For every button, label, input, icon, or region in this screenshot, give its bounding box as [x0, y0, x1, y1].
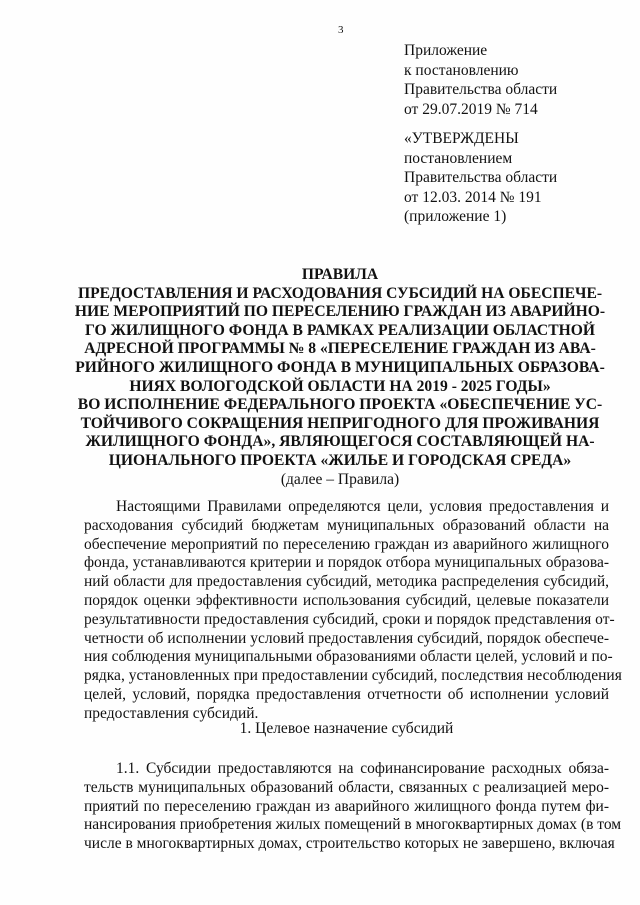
- approved-line: «УТВЕРЖДЕНЫ: [404, 130, 519, 147]
- page-number: 3: [338, 24, 344, 36]
- paragraph-line: фонда, устанавливаются критерии и порядок отбора муниципальных образова-: [84, 554, 609, 572]
- title-line: ЦИОНАЛЬНОГО ПРОЕКТА «ЖИЛЬЕ И ГОРОДСКАЯ СРЕДА»: [108, 451, 572, 469]
- approved-line: постановлением: [404, 149, 513, 167]
- title-line: РИЙНОГО ЖИЛИЩНОГО ФОНДА В МУНИЦИПАЛЬНЫХ ОБРАЗОВА-: [75, 358, 605, 376]
- title-line: ПРЕДОСТАВЛЕНИЯ И РАСХОДОВАНИЯ СУБСИДИЙ НА ОБЕСПЕЧЕ-: [77, 284, 603, 302]
- title-line: ГО ЖИЛИЩНОГО ФОНДА В РАМКАХ РЕАЛИЗАЦИИ ОБЛАСТНОЙ: [85, 321, 595, 339]
- paragraph-line: порядок оценки эффективности использования субсидий, целевые показатели: [84, 591, 609, 609]
- appendix-line: Правительства области: [404, 81, 558, 99]
- approved-block: [404, 129, 557, 227]
- paragraph-line: рядка, установленных при предоставлении субсидий, последствия несоблюдения: [84, 667, 622, 685]
- title-line: ВО ИСПОЛНЕНИЕ ФЕДЕРАЛЬНОГО ПРОЕКТА «ОБЕСПЕЧЕНИЕ УС-: [77, 396, 603, 414]
- paragraph-line: ний области для предоставления субсидий, методика распределения субсидий,: [84, 573, 609, 591]
- title-line: ЖИЛИЩНОГО ФОНДА», ЯВЛЯЮЩЕГОСЯ СОСТАВЛЯЮЩЕЙ НА-: [85, 433, 595, 451]
- title-subtitle: (далее – Правила): [280, 470, 400, 488]
- paragraph-line: числе в многоквартирных домах, строительство которых не завершено, включая: [84, 835, 615, 853]
- paragraph-line: ния соблюдения муниципальными образованиями области целей, условий и по-: [84, 648, 613, 666]
- paragraph-line: обеспечение мероприятий по переселению граждан из аварийного жилищного: [84, 535, 609, 553]
- paragraph-line: результативности предоставления субсидий, сроки и порядок представления от-: [84, 610, 615, 628]
- paragraph-line: Настоящими Правилами определяются цели, условия предоставления и: [116, 498, 609, 515]
- title-line: НИЕ МЕРОПРИЯТИЙ ПО ПЕРЕСЕЛЕНИЮ ГРАЖДАН ИЗ АВАРИЙНО-: [74, 303, 606, 321]
- section-heading: 1. Целевое назначение субсидий: [239, 720, 454, 737]
- paragraph-line: нансирования приобретения жилых помещений в многоквартирных домах (в том: [84, 816, 622, 834]
- paragraph-line: четности об исполнении условий предоставления субсидий, порядок обеспече-: [84, 629, 609, 647]
- paragraph-line: целей, условий, порядка предоставления отчетности об исполнении условий: [84, 685, 609, 703]
- title-line: НИЯХ ВОЛОГОДСКОЙ ОБЛАСТИ НА 2019 - 2025 ГОДЫ»: [129, 377, 551, 395]
- approved-line: Правительства области: [404, 169, 558, 187]
- paragraph-line: приятий по переселению граждан из аварийного жилищного фонда путем фи-: [84, 797, 609, 815]
- paragraph-line: предоставления субсидий.: [84, 704, 259, 722]
- section-paragraph: [84, 760, 622, 854]
- appendix-line: Приложение: [404, 42, 488, 59]
- title-line: ТОЙЧИВОГО СОКРАЩЕНИЯ НЕПРИГОДНОГО ДЛЯ ПРОЖИВАНИЯ: [80, 414, 600, 432]
- intro-paragraph: [84, 498, 622, 724]
- approved-line: (приложение 1): [404, 208, 507, 226]
- document-title: [60, 266, 620, 489]
- title-line: АДРЕСНОЙ ПРОГРАММЫ № 8 «ПЕРЕСЕЛЕНИЕ ГРАЖДАН ИЗ АВА-: [84, 340, 596, 358]
- paragraph-line: тельств муниципальных образований области, связанных с реализацией меро-: [84, 778, 609, 796]
- appendix-line: к постановлению: [404, 61, 519, 79]
- approved-line: от 12.03. 2014 № 191: [404, 188, 542, 206]
- paragraph-line: расходования субсидий бюджетам муниципальных образований области на: [84, 516, 609, 534]
- title-heading: ПРАВИЛА: [301, 266, 379, 283]
- paragraph-line: 1.1. Субсидии предоставляются на софинансирование расходных обяза-: [116, 760, 609, 777]
- appendix-block: [404, 41, 557, 119]
- appendix-line: от 29.07.2019 № 714: [404, 100, 538, 118]
